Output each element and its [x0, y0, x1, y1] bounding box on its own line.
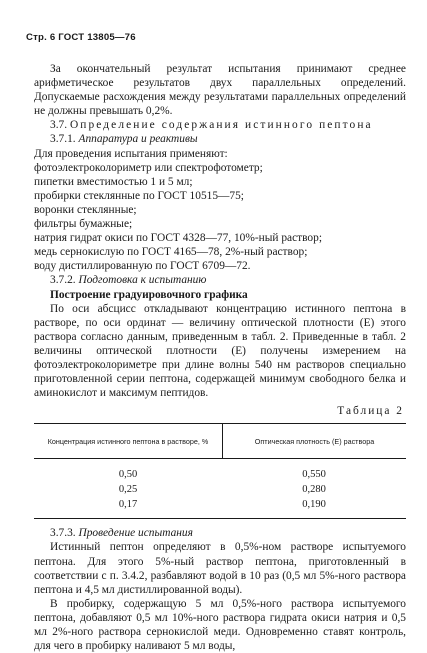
cell-density: 0,190 — [302, 499, 326, 511]
table-row — [34, 482, 406, 497]
paragraph-test-dilution: Истинный пептон определяют в 0,5%-ном растворе испытуемого пептона. Для этого 5%-ный раствор пептона, приготовленный в соответствии с п. 3.4.2, разбавляют водой в 10 раз (0,5 мл 5%-ного раствора пептона и 4,5 мл дистиллированной воды). — [34, 541, 406, 596]
equipment-item: медь сернокислую по ГОСТ 4165—78, 2%-ный раствор; — [34, 246, 308, 259]
section-3-7-number: 3.7. — [50, 119, 68, 132]
section-3-7-3-heading — [34, 526, 406, 540]
table-body — [34, 459, 406, 519]
data-table — [34, 423, 406, 519]
calibration-subheading: Построение градуировочного графика — [50, 288, 248, 301]
cell-density: 0,550 — [302, 469, 326, 481]
equipment-item: фильтры бумажные; — [34, 218, 133, 231]
paragraph-result: За окончательный результат испытания принимают среднее арифметическое результатов двух параллельных определений. Допускаемые расхождения между результатами параллельных определений не должны превышать 0,2%. — [34, 63, 406, 118]
table-row — [34, 467, 406, 482]
section-3-7-heading — [34, 118, 406, 132]
equipment-item: фотоэлектроколориметр или спектрофотометр; — [34, 161, 263, 174]
equipment-item: пробирки стеклянные по ГОСТ 10515—75; — [34, 189, 244, 202]
section-3-7-title: Определение содержания истинного пептона — [69, 119, 373, 132]
section-3-7-1-title: Аппаратура и реактивы — [78, 133, 198, 146]
equipment-item: воду дистиллированную по ГОСТ 6709—72. — [34, 260, 251, 273]
equipment-item: воронки стеклянные; — [34, 203, 137, 216]
section-3-7-2-number: 3.7.2. — [50, 274, 76, 287]
cell-concentration: 0,50 — [118, 469, 138, 481]
section-3-7-1-heading — [34, 132, 406, 146]
column-header-concentration: Концентрация истинного пептона в растворе, % — [47, 436, 209, 446]
table-row — [34, 497, 406, 512]
section-3-7-2-title: Подготовка к испытанию — [78, 274, 207, 287]
equipment-list — [34, 147, 406, 274]
table-caption: Таблица 2 — [337, 405, 404, 418]
page-header: Стр. 6 ГОСТ 13805—76 — [26, 32, 136, 43]
table-header — [34, 423, 406, 459]
document-body — [34, 62, 406, 653]
equipment-item: пипетки вместимостью 1 и 5 мл; — [34, 175, 193, 188]
column-header-density: Оптическая плотность (E) раствора — [222, 424, 406, 458]
cell-density: 0,280 — [302, 484, 326, 496]
paragraph-calibration: По оси абсцисс откладывают концентрацию истинного пептона в растворе, по оси ординат — величину оптической плотности (E) этого раствора согласно данным, приведенным в табл. 2. Приведенные в табл. 2 величины оптической плотности (E) получены измерением на фотоэлектроколориметре при длине волны 540 нм растворов специально приготовленной серии пептона, содержащей минимум свободного белка и аминокислот и максимум пептидов. — [34, 302, 406, 400]
equipment-item: натрия гидрат окиси по ГОСТ 4328—77, 10%-ный раствор; — [34, 232, 322, 245]
section-3-7-3-title: Проведение испытания — [78, 527, 193, 540]
cell-concentration: 0,17 — [118, 499, 138, 511]
section-3-7-1-number: 3.7.1. — [50, 133, 76, 146]
equipment-intro: Для проведения испытания применяют: — [34, 147, 228, 160]
cell-concentration: 0,25 — [118, 484, 138, 496]
section-3-7-3-number: 3.7.3. — [50, 527, 76, 540]
paragraph-test-procedure: В пробирку, содержащую 5 мл 0,5%-ного раствора испытуемого пептона, добавляют 0,5 мл 10%-ного раствора гидрата окиси натрия и 0,5 мл 2%-ного раствора сернокислой меди. Одновременно ставят контроль, для чего в пробирку наливают 5 мл воды, — [34, 597, 406, 653]
section-3-7-2-heading — [34, 273, 406, 287]
